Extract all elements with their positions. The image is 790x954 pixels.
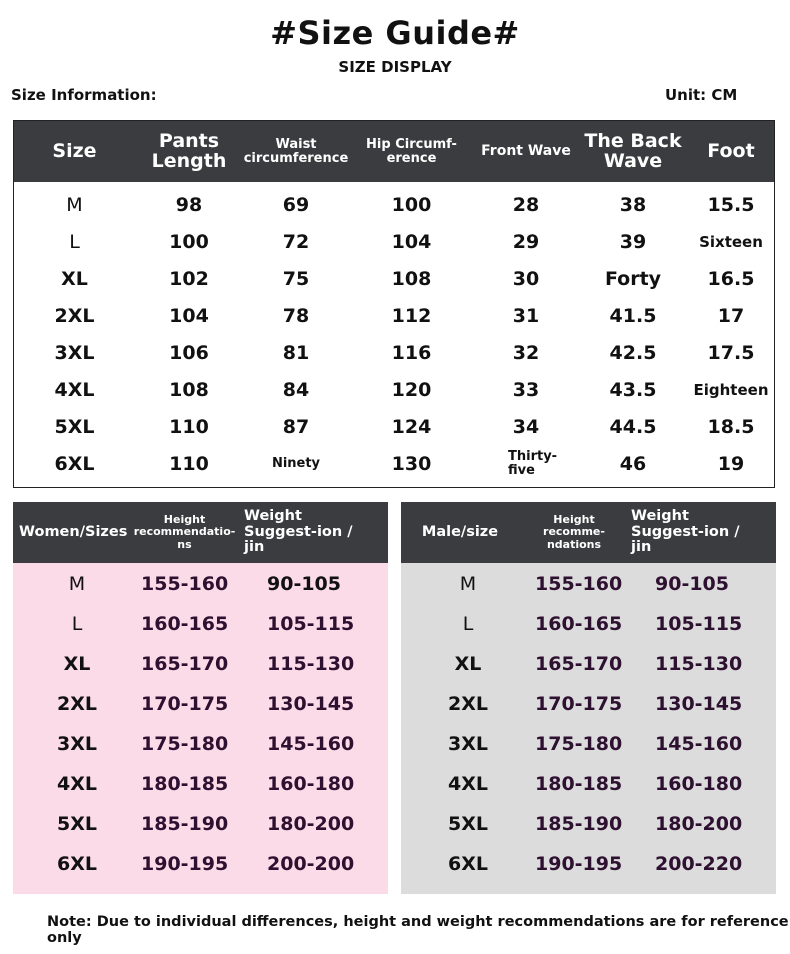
table-row: [13, 564, 388, 604]
header-foot: Foot: [707, 139, 755, 162]
cell-weight: 180-200: [267, 813, 355, 835]
cell-size: 6XL: [57, 853, 97, 875]
table-row: [14, 260, 774, 297]
cell-pants-length: 98: [175, 193, 203, 216]
women-table-body: [13, 563, 388, 884]
table-row: [401, 684, 776, 724]
table-row: [401, 844, 776, 884]
cell-foot: Eighteen: [693, 380, 769, 399]
cell-hip: 108: [391, 267, 432, 290]
header-women-sizes: Women/Sizes: [19, 523, 128, 540]
cell-size: 6XL: [448, 853, 488, 875]
table-row: [401, 764, 776, 804]
reference-note: Note: Due to individual differences, height and weight recommendations are for reference only: [47, 914, 789, 946]
cell-size: 6XL: [54, 452, 95, 475]
header-height-recommendations: Height recomme-ndations: [543, 513, 605, 551]
table-row: [401, 724, 776, 764]
cell-foot: 17: [717, 304, 745, 327]
size-information-label: Size Information:: [11, 86, 157, 104]
cell-size: M: [68, 573, 86, 595]
cell-back-wave: 43.5: [609, 378, 657, 401]
cell-height: 175-180: [141, 733, 229, 755]
cell-front-wave: 30: [512, 267, 540, 290]
cell-height: 160-165: [141, 613, 229, 635]
cell-hip: 130: [391, 452, 432, 475]
cell-hip: 116: [391, 341, 432, 364]
cell-weight: 105-115: [655, 613, 743, 635]
cell-front-wave: 34: [512, 415, 540, 438]
cell-pants-length: 100: [169, 230, 209, 253]
cell-pants-length: 110: [169, 452, 209, 475]
cell-size: XL: [61, 267, 88, 290]
cell-size: 4XL: [448, 773, 488, 795]
cell-waist: 69: [282, 193, 310, 216]
header-weight-suggestion: Weight Suggest-ion / jin: [244, 507, 353, 556]
cell-weight: 200-220: [655, 853, 743, 875]
cell-weight: 145-160: [655, 733, 743, 755]
male-table-body: [401, 563, 776, 884]
cell-size: 2XL: [57, 693, 97, 715]
cell-front-wave: 31: [512, 304, 540, 327]
cell-height: 175-180: [535, 733, 623, 755]
cell-foot: 19: [717, 452, 745, 475]
cell-size: L: [462, 613, 474, 635]
cell-size: M: [459, 573, 477, 595]
cell-back-wave: 39: [619, 230, 647, 253]
cell-weight: 200-200: [267, 853, 355, 875]
cell-front-wave: 29: [512, 230, 540, 253]
cell-hip: 124: [391, 415, 432, 438]
cell-size: L: [69, 230, 80, 253]
cell-front-wave: 32: [512, 341, 540, 364]
cell-height: 180-185: [141, 773, 229, 795]
cell-back-wave: Forty: [604, 267, 662, 290]
table-row: [401, 644, 776, 684]
cell-waist: Ninety: [271, 455, 321, 471]
cell-weight: 105-115: [267, 613, 355, 635]
cell-weight: 160-180: [655, 773, 743, 795]
cell-front-wave: Thirty-five: [508, 448, 558, 478]
cell-front-wave: 28: [512, 193, 540, 216]
cell-waist: 72: [282, 230, 310, 253]
table-row: [14, 186, 774, 223]
cell-waist: 78: [282, 304, 310, 327]
cell-pants-length: 104: [169, 304, 209, 327]
size-table: [13, 120, 775, 488]
cell-pants-length: 108: [169, 378, 209, 401]
cell-waist: 84: [282, 378, 310, 401]
table-row: [13, 684, 388, 724]
unit-label: Unit: CM: [665, 86, 738, 104]
cell-height: 165-170: [141, 653, 229, 675]
cell-size: XL: [454, 653, 482, 675]
table-row: [14, 297, 774, 334]
table-row: [14, 371, 774, 408]
table-row: [13, 844, 388, 884]
cell-foot: 18.5: [707, 415, 755, 438]
cell-back-wave: 42.5: [609, 341, 657, 364]
table-row: [14, 445, 774, 482]
cell-height: 170-175: [141, 693, 229, 715]
page-title: #Size Guide#: [270, 14, 520, 52]
cell-height: 185-190: [141, 813, 229, 835]
table-row: [14, 223, 774, 260]
cell-weight: 160-180: [267, 773, 355, 795]
cell-size: 2XL: [54, 304, 95, 327]
table-row: [13, 764, 388, 804]
cell-waist: 87: [282, 415, 310, 438]
cell-weight: 90-105: [655, 573, 729, 595]
cell-waist: 81: [282, 341, 310, 364]
cell-back-wave: 41.5: [609, 304, 657, 327]
cell-hip: 104: [391, 230, 432, 253]
cell-height: 180-185: [535, 773, 623, 795]
cell-foot: 15.5: [707, 193, 755, 216]
cell-back-wave: 46: [619, 452, 647, 475]
cell-height: 170-175: [535, 693, 623, 715]
cell-weight: 180-200: [655, 813, 743, 835]
header-size: Size: [52, 139, 97, 162]
cell-pants-length: 102: [169, 267, 209, 290]
table-row: [401, 804, 776, 844]
cell-size: 4XL: [57, 773, 97, 795]
cell-size: 3XL: [54, 341, 95, 364]
cell-pants-length: 110: [169, 415, 209, 438]
cell-height: 160-165: [535, 613, 623, 635]
cell-foot: Sixteen: [699, 232, 763, 251]
table-row: [14, 334, 774, 371]
cell-size: 3XL: [57, 733, 97, 755]
table-row: [13, 724, 388, 764]
cell-size: M: [66, 193, 83, 216]
size-table-body: [14, 182, 774, 482]
cell-size: 5XL: [448, 813, 488, 835]
cell-back-wave: 44.5: [609, 415, 657, 438]
cell-height: 165-170: [535, 653, 623, 675]
cell-size: 5XL: [57, 813, 97, 835]
cell-height: 155-160: [141, 573, 229, 595]
cell-front-wave: 33: [512, 378, 540, 401]
header-weight-suggestion: Weight Suggest-ion / jin: [631, 507, 740, 556]
cell-hip: 100: [391, 193, 432, 216]
cell-pants-length: 106: [169, 341, 209, 364]
cell-hip: 112: [391, 304, 432, 327]
table-row: [401, 604, 776, 644]
table-row: [401, 564, 776, 604]
male-size-table: [401, 502, 776, 894]
cell-weight: 90-105: [267, 573, 341, 595]
header-hip: Hip Circumf-erence: [366, 136, 457, 166]
cell-size: 2XL: [448, 693, 488, 715]
header-pants-length: Pants Length: [151, 129, 227, 172]
cell-weight: 115-130: [655, 653, 743, 675]
size-table-header: [14, 121, 774, 182]
cell-height: 155-160: [535, 573, 623, 595]
cell-size: 3XL: [448, 733, 488, 755]
cell-height: 190-195: [535, 853, 623, 875]
cell-height: 190-195: [141, 853, 229, 875]
header-back-wave: The Back Wave: [584, 129, 682, 172]
cell-foot: 16.5: [707, 267, 755, 290]
header-male-size: Male/size: [421, 523, 499, 540]
table-row: [13, 604, 388, 644]
cell-weight: 130-145: [267, 693, 355, 715]
table-row: [13, 644, 388, 684]
page-subtitle: SIZE DISPLAY: [338, 58, 452, 76]
women-size-table: [13, 502, 388, 894]
cell-size: 5XL: [54, 415, 95, 438]
cell-size: L: [71, 613, 83, 635]
header-waist: Waist circumference: [243, 136, 349, 166]
cell-weight: 115-130: [267, 653, 355, 675]
cell-weight: 145-160: [267, 733, 355, 755]
cell-back-wave: 38: [619, 193, 647, 216]
table-row: [14, 408, 774, 445]
table-row: [13, 804, 388, 844]
cell-hip: 120: [391, 378, 432, 401]
women-table-header: [13, 502, 388, 563]
header-height-recommendations: Height recommendatio-ns: [133, 513, 236, 551]
male-table-header: [401, 502, 776, 563]
cell-waist: 75: [282, 267, 310, 290]
cell-size: 4XL: [54, 378, 95, 401]
cell-height: 185-190: [535, 813, 623, 835]
cell-size: XL: [63, 653, 91, 675]
cell-foot: 17.5: [707, 341, 755, 364]
cell-weight: 130-145: [655, 693, 743, 715]
header-front-wave: Front Wave: [481, 143, 571, 160]
